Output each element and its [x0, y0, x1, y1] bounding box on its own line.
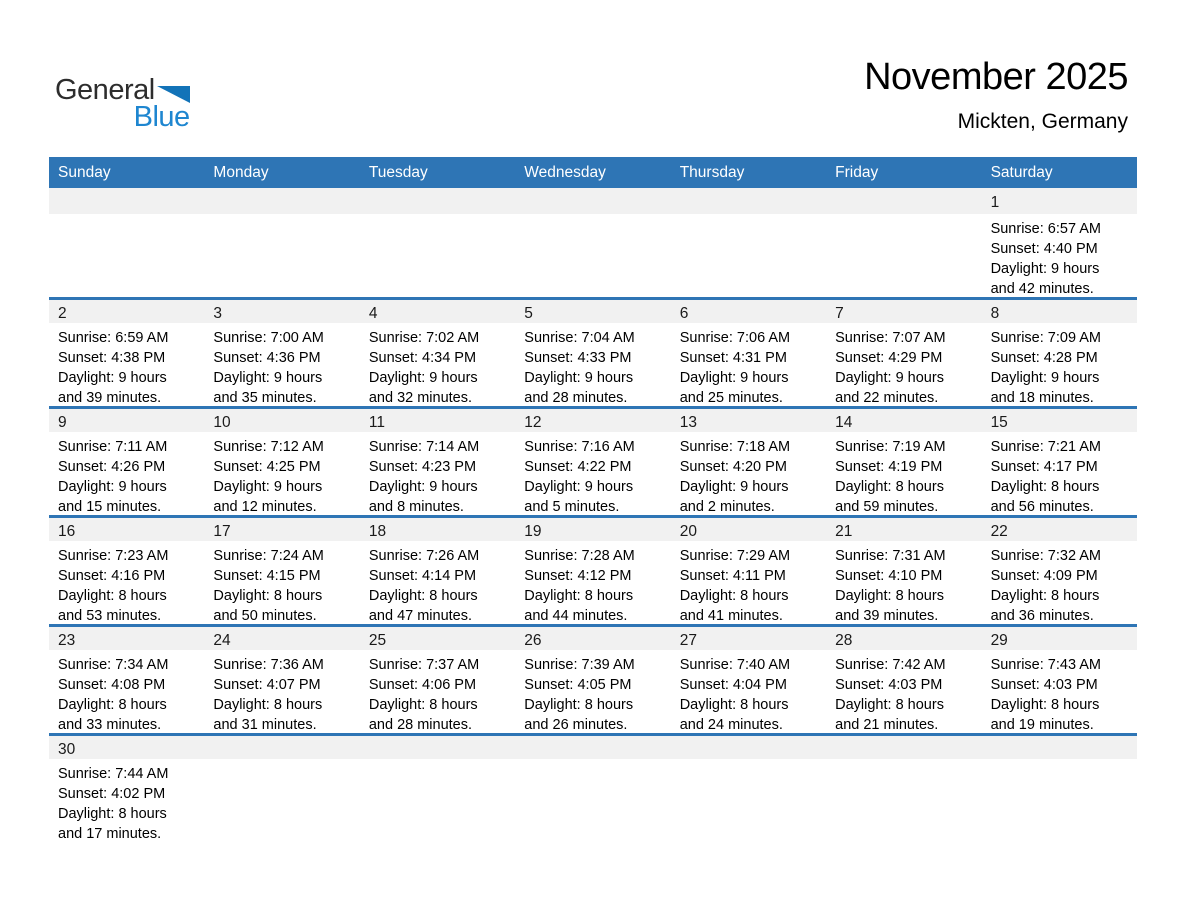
day-cell-23 — [49, 627, 204, 733]
detail-line: Sunset: 4:03 PM — [990, 677, 1098, 693]
detail-line: Sunset: 4:20 PM — [679, 459, 787, 475]
day-sun-details — [991, 219, 1133, 297]
detail-line: Daylight: 8 hours — [368, 588, 478, 604]
detail-line: and 25 minutes. — [679, 390, 783, 406]
day-cell-28 — [826, 627, 981, 733]
day-number: 5 — [524, 304, 533, 322]
detail-line: and 59 minutes. — [835, 499, 939, 515]
detail-line: Daylight: 9 hours — [524, 370, 634, 386]
day-sun-details — [58, 764, 200, 842]
detail-line: Sunrise: 7:32 AM — [990, 548, 1101, 564]
detail-line: and 19 minutes. — [990, 717, 1094, 733]
day-number: 10 — [213, 413, 231, 431]
week-row-1 — [49, 188, 1137, 297]
detail-line: Sunset: 4:08 PM — [58, 677, 166, 693]
day-cell-4 — [360, 300, 515, 406]
day-sun-details — [58, 437, 200, 515]
detail-line: Sunrise: 7:11 AM — [58, 439, 168, 455]
day-sun-details — [213, 328, 355, 406]
day-sun-details — [680, 546, 822, 624]
detail-line: Sunrise: 7:14 AM — [368, 439, 480, 455]
detail-line: Sunrise: 7:18 AM — [679, 439, 791, 455]
detail-line: Sunrise: 7:36 AM — [213, 657, 324, 673]
empty-day-cell — [826, 188, 981, 297]
detail-line: Sunset: 4:09 PM — [990, 568, 1098, 584]
day-sun-details — [58, 546, 200, 624]
day-cell-22 — [982, 518, 1137, 624]
day-number: 23 — [58, 631, 76, 649]
detail-line: Sunrise: 7:23 AM — [58, 548, 169, 564]
detail-line: Sunset: 4:12 PM — [524, 568, 632, 584]
detail-line: Daylight: 9 hours — [58, 479, 167, 495]
detail-line: Daylight: 9 hours — [679, 370, 789, 386]
empty-day-cell — [49, 188, 204, 297]
detail-line: Sunrise: 7:40 AM — [679, 657, 791, 673]
day-cell-2 — [49, 300, 204, 406]
detail-line: and 28 minutes. — [524, 390, 628, 406]
detail-line: and 36 minutes. — [990, 608, 1094, 624]
day-number: 13 — [679, 413, 697, 431]
detail-line: and 18 minutes. — [990, 390, 1094, 406]
day-sun-details — [213, 437, 355, 515]
detail-line: Daylight: 8 hours — [213, 697, 323, 713]
day-number: 21 — [835, 522, 853, 540]
detail-line: Daylight: 9 hours — [524, 479, 634, 495]
detail-line: Daylight: 9 hours — [368, 370, 478, 386]
day-cell-24 — [204, 627, 359, 733]
calendar-weeks — [49, 188, 1137, 842]
day-cell-19 — [515, 518, 670, 624]
day-sun-details — [680, 655, 822, 733]
detail-line: Sunset: 4:03 PM — [835, 677, 943, 693]
day-cell-17 — [204, 518, 359, 624]
detail-line: Sunset: 4:40 PM — [990, 241, 1098, 257]
detail-line: and 56 minutes. — [990, 499, 1094, 515]
detail-line: Sunset: 4:10 PM — [835, 568, 943, 584]
day-sun-details — [835, 655, 977, 733]
detail-line: Daylight: 8 hours — [58, 697, 167, 713]
day-cell-18 — [360, 518, 515, 624]
day-number: 11 — [368, 413, 385, 431]
detail-line: Sunset: 4:29 PM — [835, 350, 943, 366]
detail-line: and 32 minutes. — [368, 390, 473, 406]
detail-line: and 35 minutes. — [213, 390, 317, 406]
detail-line: Sunrise: 7:44 AM — [58, 766, 169, 782]
empty-day-cell — [671, 736, 826, 842]
weekday-header-saturday: Saturday — [990, 163, 1053, 181]
day-number: 14 — [835, 413, 853, 431]
detail-line: Daylight: 9 hours — [990, 370, 1100, 386]
day-sun-details — [991, 437, 1133, 515]
detail-line: Daylight: 8 hours — [990, 588, 1100, 604]
day-number: 25 — [368, 631, 387, 649]
empty-day-cell — [515, 188, 670, 297]
page-subtitle: Mickten, Germany — [957, 109, 1128, 133]
day-cell-3 — [204, 300, 359, 406]
day-sun-details — [680, 328, 822, 406]
detail-line: and 42 minutes. — [990, 281, 1094, 297]
detail-line: Sunrise: 7:12 AM — [213, 439, 324, 455]
detail-line: Sunrise: 7:34 AM — [58, 657, 169, 673]
detail-line: and 21 minutes. — [835, 717, 939, 733]
day-number: 3 — [213, 304, 223, 322]
day-cell-15 — [982, 409, 1137, 515]
day-number: 15 — [990, 413, 1008, 431]
day-sun-details — [524, 437, 666, 515]
week-row-6 — [49, 733, 1137, 842]
empty-day-cell — [204, 736, 359, 842]
week-row-2 — [49, 297, 1137, 406]
day-cell-29 — [982, 627, 1137, 733]
detail-line: Sunrise: 7:00 AM — [213, 330, 324, 346]
detail-line: Sunset: 4:23 PM — [368, 459, 477, 475]
day-sun-details — [835, 437, 977, 515]
detail-line: Daylight: 9 hours — [990, 261, 1100, 277]
day-sun-details — [991, 328, 1133, 406]
detail-line: Sunrise: 7:37 AM — [368, 657, 480, 673]
week-row-5 — [49, 624, 1137, 733]
detail-line: and 12 minutes. — [213, 499, 317, 515]
day-sun-details — [58, 655, 200, 733]
detail-line: Sunrise: 7:02 AM — [368, 330, 480, 346]
weekday-header-monday: Monday — [213, 163, 269, 181]
detail-line: Sunset: 4:05 PM — [524, 677, 632, 693]
day-number: 29 — [990, 631, 1008, 649]
detail-line: and 33 minutes. — [58, 717, 162, 733]
day-sun-details — [991, 546, 1133, 624]
detail-line: Sunrise: 7:06 AM — [679, 330, 791, 346]
detail-line: Sunset: 4:06 PM — [368, 677, 477, 693]
detail-line: Daylight: 9 hours — [679, 479, 789, 495]
empty-day-cell — [982, 736, 1137, 842]
weekday-header-row — [49, 157, 1137, 188]
day-number: 24 — [213, 631, 231, 649]
detail-line: Sunrise: 7:28 AM — [524, 548, 635, 564]
detail-line: Sunset: 4:38 PM — [58, 350, 166, 366]
logo-text-blue: Blue — [133, 101, 190, 133]
day-number: 30 — [58, 740, 76, 758]
day-cell-25 — [360, 627, 515, 733]
detail-line: Daylight: 8 hours — [58, 806, 167, 822]
detail-line: Sunrise: 7:24 AM — [213, 548, 324, 564]
day-cell-6 — [671, 300, 826, 406]
detail-line: and 17 minutes. — [58, 826, 162, 842]
detail-line: and 15 minutes. — [58, 499, 162, 515]
day-number: 18 — [368, 522, 387, 540]
day-cell-26 — [515, 627, 670, 733]
detail-line: Daylight: 9 hours — [368, 479, 478, 495]
detail-line: Sunrise: 7:26 AM — [368, 548, 480, 564]
detail-line: Daylight: 8 hours — [213, 588, 323, 604]
detail-line: Daylight: 8 hours — [990, 697, 1100, 713]
day-number: 6 — [679, 304, 689, 322]
empty-day-cell — [826, 736, 981, 842]
empty-day-cell — [515, 736, 670, 842]
empty-day-cell — [360, 188, 515, 297]
day-sun-details — [835, 546, 977, 624]
weekday-header-thursday: Thursday — [679, 163, 745, 181]
detail-line: and 47 minutes. — [368, 608, 473, 624]
weekday-header-friday: Friday — [835, 163, 879, 181]
detail-line: Sunset: 4:17 PM — [990, 459, 1098, 475]
title-block — [864, 56, 1128, 134]
day-cell-13 — [671, 409, 826, 515]
detail-line: and 53 minutes. — [58, 608, 162, 624]
general-blue-logo — [55, 76, 190, 132]
day-cell-20 — [671, 518, 826, 624]
detail-line: Daylight: 8 hours — [835, 479, 944, 495]
detail-line: Sunset: 4:34 PM — [368, 350, 477, 366]
detail-line: and 8 minutes. — [368, 499, 464, 515]
detail-line: Daylight: 8 hours — [679, 697, 789, 713]
detail-line: Sunrise: 7:42 AM — [835, 657, 946, 673]
detail-line: and 39 minutes. — [835, 608, 939, 624]
day-cell-14 — [826, 409, 981, 515]
detail-line: Daylight: 8 hours — [58, 588, 167, 604]
week-row-4 — [49, 515, 1137, 624]
empty-day-cell — [360, 736, 515, 842]
day-number: 12 — [524, 413, 542, 431]
detail-line: Sunrise: 7:29 AM — [679, 548, 791, 564]
detail-line: and 39 minutes. — [58, 390, 162, 406]
day-cell-10 — [204, 409, 359, 515]
detail-line: Sunset: 4:02 PM — [58, 786, 166, 802]
day-sun-details — [58, 328, 200, 406]
week-row-3 — [49, 406, 1137, 515]
day-number: 20 — [679, 522, 697, 540]
detail-line: Daylight: 9 hours — [213, 370, 323, 386]
detail-line: Daylight: 9 hours — [58, 370, 167, 386]
detail-line: Sunset: 4:31 PM — [679, 350, 787, 366]
day-number: 2 — [58, 304, 67, 322]
detail-line: Sunrise: 7:09 AM — [990, 330, 1101, 346]
day-sun-details — [369, 655, 511, 733]
day-number: 22 — [990, 522, 1008, 540]
detail-line: and 44 minutes. — [524, 608, 628, 624]
detail-line: Sunset: 4:28 PM — [990, 350, 1098, 366]
detail-line: Sunrise: 7:04 AM — [524, 330, 635, 346]
day-sun-details — [369, 546, 511, 624]
day-cell-7 — [826, 300, 981, 406]
detail-line: Daylight: 8 hours — [679, 588, 789, 604]
detail-line: Sunrise: 7:39 AM — [524, 657, 635, 673]
detail-line: Sunset: 4:11 PM — [679, 568, 786, 584]
day-cell-1 — [982, 188, 1137, 297]
day-number: 8 — [990, 304, 1000, 322]
detail-line: Daylight: 8 hours — [524, 588, 634, 604]
empty-day-cell — [204, 188, 359, 297]
weekday-header-tuesday: Tuesday — [368, 163, 428, 181]
day-number: 1 — [990, 194, 1000, 211]
detail-line: Sunset: 4:16 PM — [58, 568, 166, 584]
detail-line: and 28 minutes. — [368, 717, 473, 733]
detail-line: Sunrise: 7:31 AM — [835, 548, 946, 564]
detail-line: Daylight: 8 hours — [524, 697, 634, 713]
day-sun-details — [213, 546, 355, 624]
detail-line: Daylight: 8 hours — [368, 697, 478, 713]
detail-line: and 5 minutes. — [524, 499, 620, 515]
detail-line: Sunset: 4:07 PM — [213, 677, 321, 693]
detail-line: Sunrise: 7:43 AM — [990, 657, 1101, 673]
day-number: 27 — [679, 631, 697, 649]
day-number: 19 — [524, 522, 542, 540]
day-sun-details — [835, 328, 977, 406]
day-number: 9 — [58, 413, 67, 431]
weekday-header-wednesday: Wednesday — [524, 163, 606, 181]
detail-line: and 2 minutes. — [679, 499, 775, 515]
day-number: 7 — [835, 304, 844, 322]
detail-line: Daylight: 8 hours — [835, 697, 944, 713]
detail-line: Sunrise: 7:21 AM — [990, 439, 1101, 455]
detail-line: and 24 minutes. — [679, 717, 783, 733]
day-number: 26 — [524, 631, 542, 649]
detail-line: Sunrise: 6:57 AM — [990, 221, 1101, 237]
day-cell-30 — [49, 736, 204, 842]
detail-line: Sunrise: 7:16 AM — [524, 439, 635, 455]
day-sun-details — [213, 655, 355, 733]
detail-line: Sunset: 4:19 PM — [835, 459, 943, 475]
detail-line: Sunset: 4:25 PM — [213, 459, 321, 475]
detail-line: and 31 minutes. — [213, 717, 317, 733]
day-sun-details — [369, 328, 511, 406]
day-number: 4 — [368, 304, 378, 322]
day-number: 16 — [58, 522, 76, 540]
day-cell-11 — [360, 409, 515, 515]
day-cell-12 — [515, 409, 670, 515]
detail-line: Daylight: 8 hours — [835, 588, 944, 604]
day-sun-details — [680, 437, 822, 515]
day-cell-8 — [982, 300, 1137, 406]
detail-line: Sunset: 4:36 PM — [213, 350, 321, 366]
day-sun-details — [369, 437, 511, 515]
detail-line: and 41 minutes. — [679, 608, 783, 624]
detail-line: Sunset: 4:26 PM — [58, 459, 166, 475]
page-title: November 2025 — [864, 56, 1128, 98]
day-number: 28 — [835, 631, 853, 649]
day-cell-5 — [515, 300, 670, 406]
day-cell-21 — [826, 518, 981, 624]
day-number: 17 — [213, 522, 231, 540]
detail-line: Sunset: 4:04 PM — [679, 677, 787, 693]
detail-line: and 50 minutes. — [213, 608, 317, 624]
detail-line: Sunrise: 7:07 AM — [835, 330, 946, 346]
detail-line: and 26 minutes. — [524, 717, 628, 733]
detail-line: Daylight: 9 hours — [213, 479, 323, 495]
detail-line: Sunset: 4:33 PM — [524, 350, 632, 366]
detail-line: Sunset: 4:14 PM — [368, 568, 477, 584]
empty-day-cell — [671, 188, 826, 297]
day-sun-details — [524, 546, 666, 624]
calendar-table — [49, 157, 1137, 842]
day-cell-27 — [671, 627, 826, 733]
day-cell-9 — [49, 409, 204, 515]
detail-line: Sunset: 4:22 PM — [524, 459, 632, 475]
day-sun-details — [991, 655, 1133, 733]
day-cell-16 — [49, 518, 204, 624]
detail-line: Daylight: 8 hours — [990, 479, 1100, 495]
weekday-header-sunday: Sunday — [58, 163, 111, 181]
day-sun-details — [524, 655, 666, 733]
day-sun-details — [524, 328, 666, 406]
detail-line: Sunset: 4:15 PM — [213, 568, 321, 584]
logo-text-general: General — [55, 74, 155, 106]
detail-line: Sunrise: 7:19 AM — [835, 439, 946, 455]
detail-line: Sunrise: 6:59 AM — [58, 330, 169, 346]
detail-line: Daylight: 9 hours — [835, 370, 944, 386]
detail-line: and 22 minutes. — [835, 390, 939, 406]
